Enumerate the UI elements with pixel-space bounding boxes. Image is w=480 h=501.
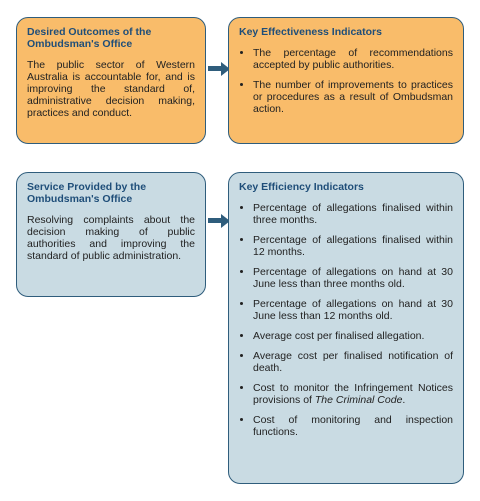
- desired-outcomes-text: The public sector of Western Australia is accountable for, and is improving the standard of, administrative decision making, practices and conduct.: [27, 59, 195, 119]
- service-box: [16, 172, 206, 297]
- efficiency-item: • Percentage of allegations on hand at 30 June less than three months old.: [253, 266, 453, 290]
- desired-outcomes-box: [16, 17, 206, 144]
- efficiency-item: • Average cost per finalised notification of death.: [253, 350, 453, 374]
- efficiency-item-criminal-code: [253, 382, 453, 406]
- criminal-code-title: The Criminal Code: [314, 394, 403, 406]
- effectiveness-item: • The number of improvements to practices or procedures as a result of Ombudsman action.: [253, 79, 453, 115]
- efficiency-item: • Cost of monitoring and inspection functions.: [253, 414, 453, 438]
- efficiency-item-end: .: [402, 394, 406, 406]
- efficiency-item: • Average cost per finalised allegation.: [253, 330, 453, 342]
- effectiveness-title: Key Effectiveness Indicators: [239, 26, 382, 38]
- efficiency-item: • Percentage of allegations finalised within 12 months.: [253, 234, 453, 258]
- efficiency-item: • Percentage of allegations finalised within three months.: [253, 202, 453, 226]
- effectiveness-item: • The percentage of recommendations accepted by public authorities.: [253, 47, 453, 71]
- efficiency-item-text: Cost to monitor the Infringement Notices provisions of: [253, 382, 453, 406]
- effectiveness-box: [228, 17, 464, 144]
- efficiency-title: Key Efficiency Indicators: [239, 181, 364, 193]
- desired-outcomes-title: Desired Outcomes of the Ombudsman's Office: [27, 26, 152, 50]
- effectiveness-list: [239, 47, 453, 115]
- efficiency-box: [228, 172, 464, 484]
- service-title: Service Provided by the Ombudsman's Office: [27, 181, 147, 205]
- efficiency-list: [239, 202, 453, 438]
- efficiency-item: • Percentage of allegations on hand at 30 June less than 12 months old.: [253, 298, 453, 322]
- service-text: Resolving complaints about the decision making of public authorities and improving the standard of public administration.: [27, 214, 195, 262]
